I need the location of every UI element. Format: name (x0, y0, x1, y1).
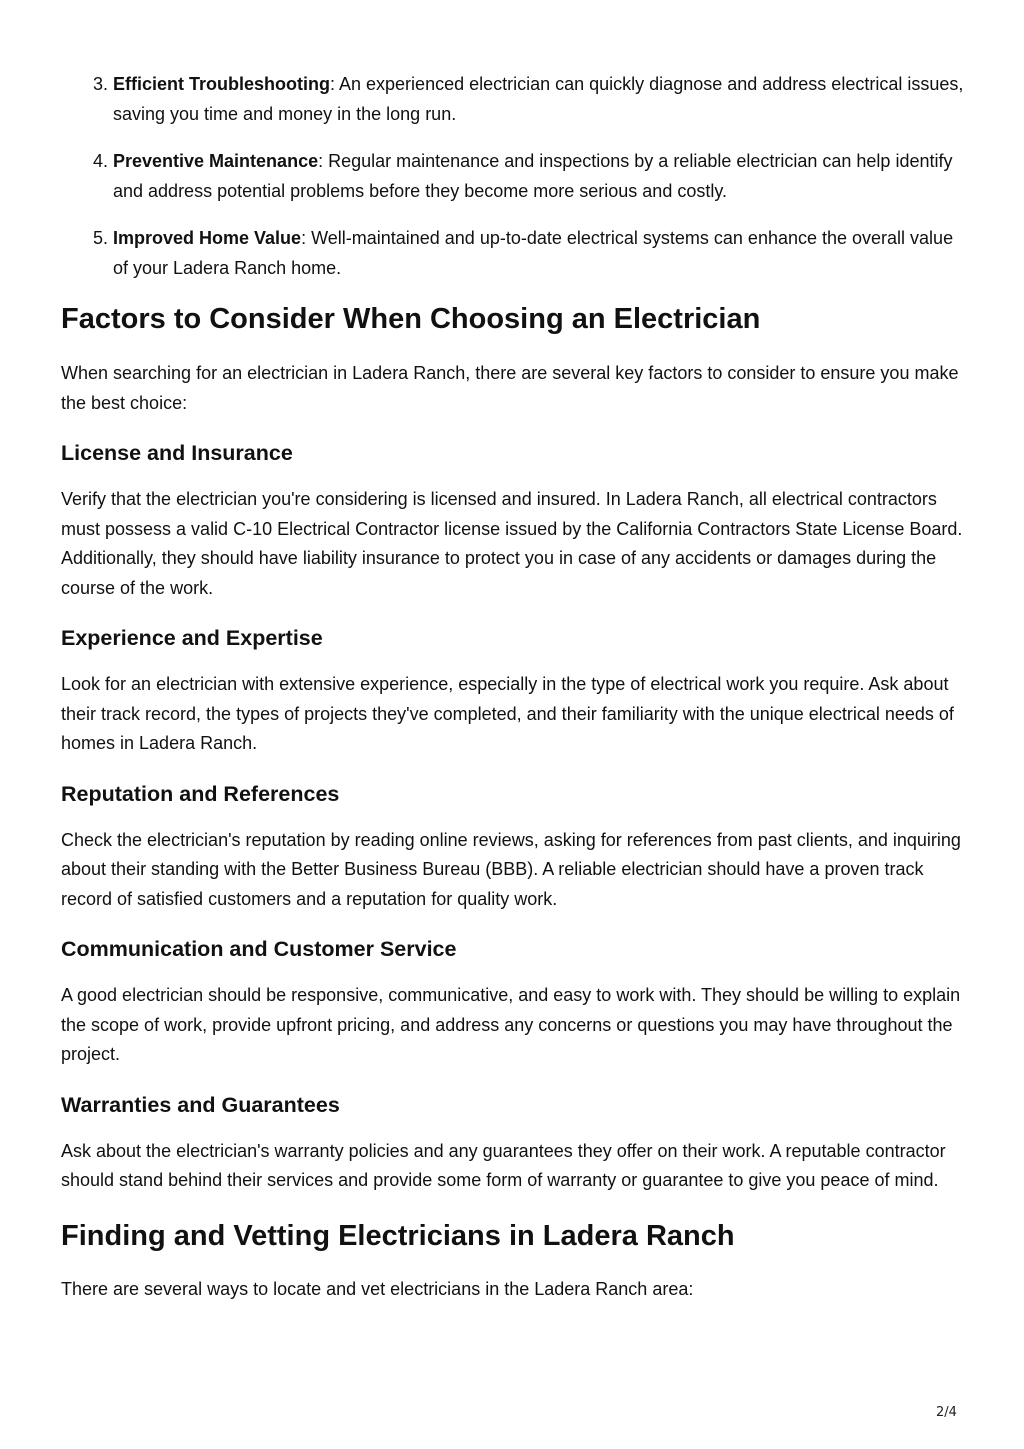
factors-intro: When searching for an electrician in Ladera Ranch, there are several key factors to consider to ensure you make the best choice: (61, 363, 959, 413)
section-heading-finding: Finding and Vetting Electricians in Ladera Ranch (61, 1219, 735, 1252)
list-item-title: Preventive Maintenance (113, 151, 319, 171)
subheading-communication: Communication and Customer Service (61, 937, 457, 961)
paragraph-warranties: Ask about the electrician's warranty policies and any guarantees they offer on their work. A reputable contractor should stand behind their services and provide some form of warranty or guarantee to give you peace of mind. (61, 1140, 946, 1190)
subheading-warranties: Warranties and Guarantees (61, 1092, 340, 1117)
list-item-title: Efficient Troubleshooting (113, 74, 330, 94)
list-item-title: Improved Home Value (113, 228, 302, 248)
list-item (113, 224, 966, 283)
list-item (113, 70, 966, 129)
finding-intro: There are several ways to locate and vet electricians in the Ladera Ranch area: (61, 1278, 694, 1299)
benefits-list (61, 70, 966, 283)
list-item-text: : Well-maintained and up-to-date electrical systems can enhance the overall value of your Ladera Ranch home. (113, 228, 954, 278)
subheading-license: License and Insurance (61, 441, 293, 465)
paragraph-reputation: Check the electrician's reputation by reading online reviews, asking for references from past clients, and inquiring about their standing with the Better Business Bureau (BBB). A reliable electrician should have a proven track record of satisfied customers and a reputation for quality work. (61, 829, 961, 909)
page-number: 2/4 (936, 1405, 957, 1420)
document-page (61, 70, 966, 1304)
paragraph-experience: Look for an electrician with extensive experience, especially in the type of electrical work you require. Ask about their track record, the types of projects they've completed, and their familiarity with the unique electrical needs of homes in Ladera Ranch. (61, 674, 954, 753)
list-item (113, 147, 966, 206)
paragraph-communication: A good electrician should be responsive, communicative, and easy to work with. They should be willing to explain the scope of work, provide upfront pricing, and address any concerns or questions you may have throughout the project. (61, 985, 961, 1064)
list-item-text: : An experienced electrician can quickly diagnose and address electrical issues, saving you time and money in the long run. (113, 74, 964, 124)
subheading-experience: Experience and Expertise (61, 626, 323, 650)
list-item-text: : Regular maintenance and inspections by a reliable electrician can help identify and address potential problems before they become more serious and costly. (113, 151, 953, 201)
subheading-reputation: Reputation and References (61, 781, 340, 806)
section-heading-factors: Factors to Consider When Choosing an Electrician (61, 303, 761, 335)
paragraph-license: Verify that the electrician you're considering is licensed and insured. In Ladera Ranch, all electrical contractors must possess a valid C-10 Electrical Contractor license issued by the California Contractors State License Board. Additionally, they should have liability insurance to protect you in case of any accidents or damages during the course of the work. (61, 489, 963, 598)
